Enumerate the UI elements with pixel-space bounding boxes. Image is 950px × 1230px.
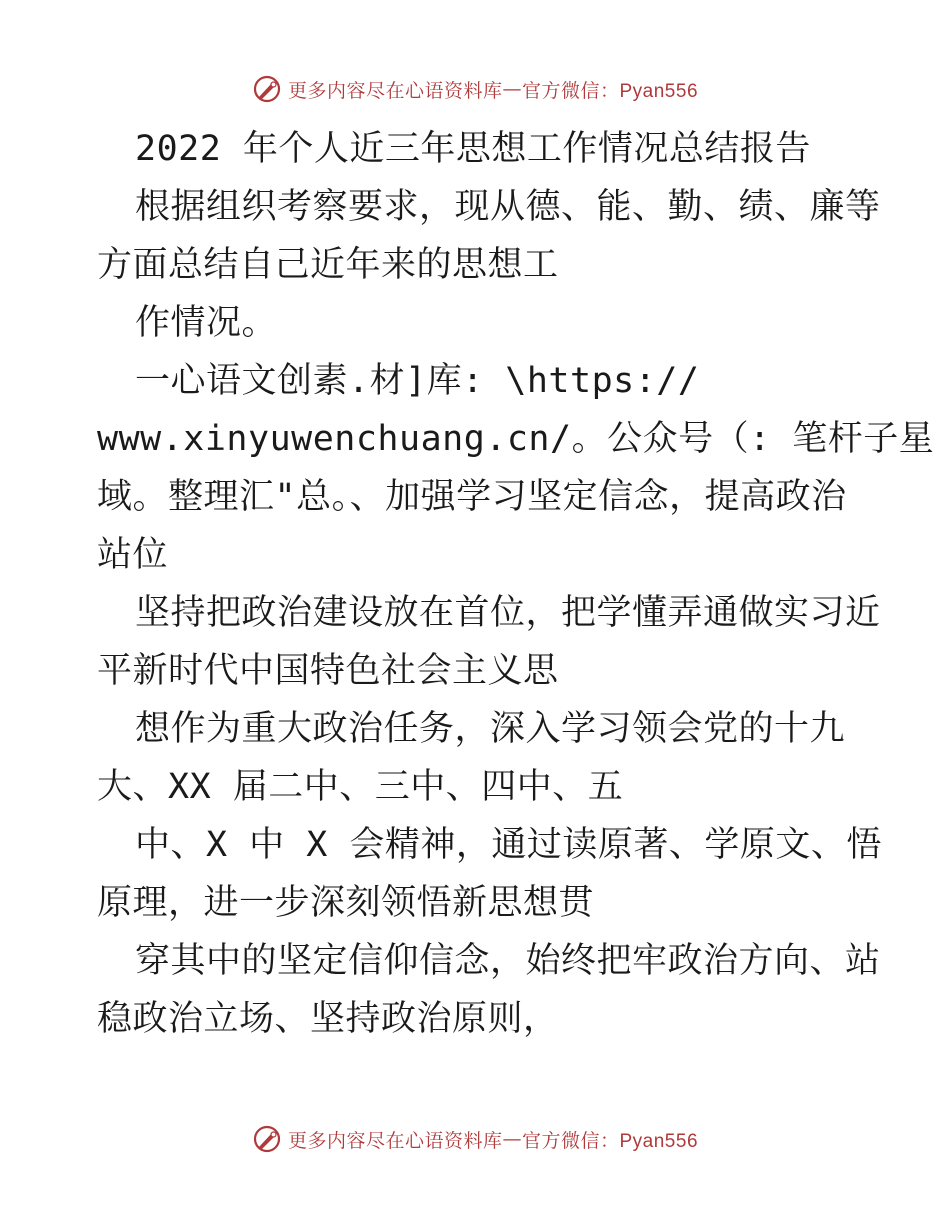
document-title: 2022 年个人近三年思想工作情况总结报告	[135, 129, 811, 169]
banner-main-text: 更多内容尽在心语资料库	[287, 1129, 503, 1152]
paragraph-line: 坚持把政治建设放在首位，把学懂弄通做实习近	[135, 593, 881, 633]
banner-separator: —	[502, 1128, 522, 1150]
footer-watermark-banner	[0, 1124, 950, 1154]
pen-nib-logo-icon	[252, 1124, 282, 1154]
paragraph-line: 站位	[97, 535, 169, 575]
paragraph-line: 方面总结自己近年来的思想工	[97, 245, 559, 285]
header-watermark-banner	[0, 74, 950, 104]
paragraph-line: 穿其中的坚定信仰信念，始终把牢政治方向、站	[135, 941, 881, 981]
paragraph-line: 作情况。	[135, 303, 278, 343]
paragraph-line: 想作为重大政治任务，深入学习领会党的十九	[135, 709, 846, 749]
banner-wechat-text: 官方微信：Pyan556	[522, 80, 699, 102]
paragraph-line: 原理，进一步深刻领悟新思想贯	[97, 883, 595, 923]
paragraph-line: 域。整理汇"总。、加强学习坚定信念，提高政治	[97, 477, 847, 517]
paragraph-line: 根据组织考察要求，现从德、能、勤、绩、廉等	[135, 187, 881, 227]
paragraph-line: www.xinyuwenchuang.cn/。公众号（: 笔杆子星	[97, 419, 935, 459]
banner-main-text: 更多内容尽在心语资料库	[287, 79, 503, 102]
paragraph-line: 大、XX 届二中、三中、四中、五	[97, 767, 624, 807]
banner-separator: —	[502, 78, 522, 100]
paragraph-line: 稳政治立场、坚持政治原则，	[97, 999, 559, 1039]
document-body	[97, 120, 935, 1048]
paragraph-line: 一心语文创素.材]库: \https://	[135, 361, 700, 401]
banner-wechat-text: 官方微信：Pyan556	[522, 1130, 699, 1152]
pen-nib-logo-icon	[252, 74, 282, 104]
paragraph-line: 中、X 中 X 会精神，通过读原著、学原文、悟	[135, 825, 882, 865]
paragraph-line: 平新时代中国特色社会主义思	[97, 651, 559, 691]
